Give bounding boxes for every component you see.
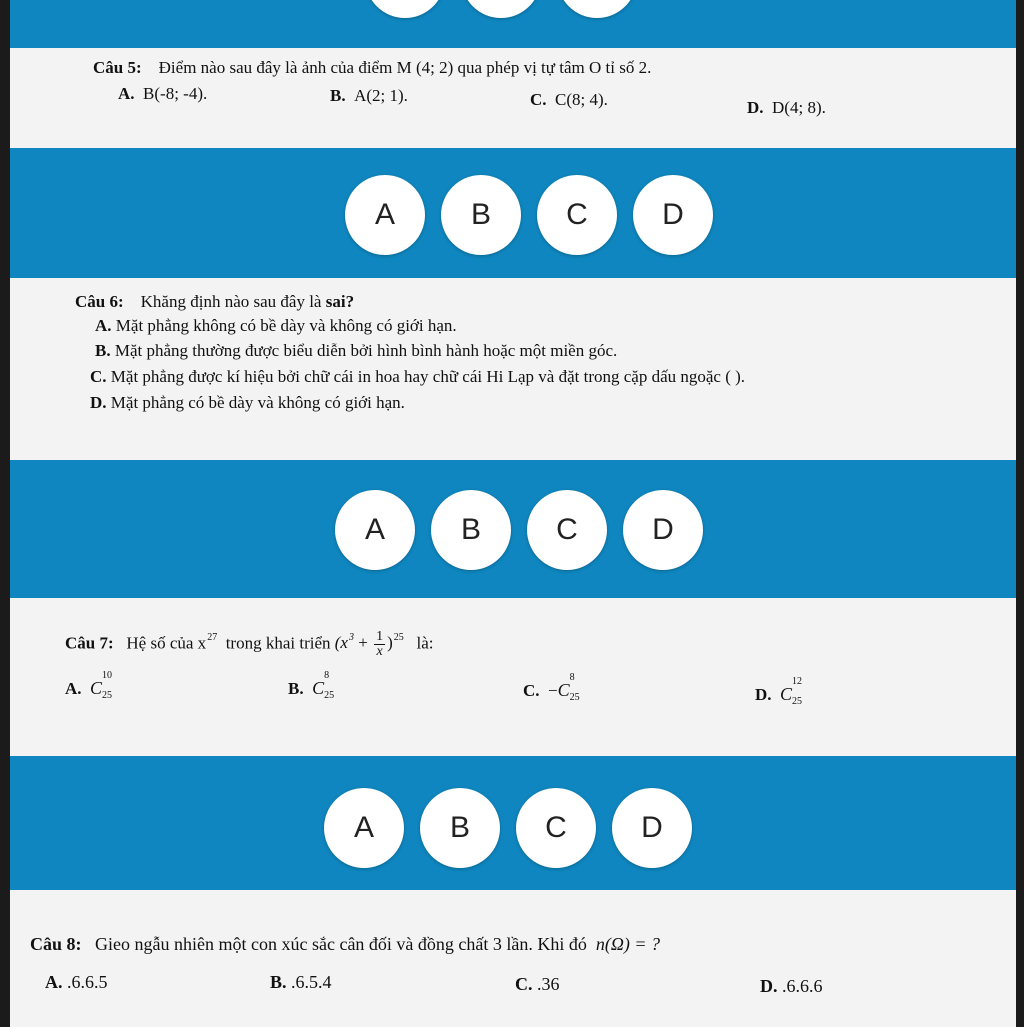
answer-band-q6 [0,460,1024,598]
option-key: D. [755,685,772,704]
comb-top: 8 [569,672,575,683]
answer-button-d[interactable]: D [623,490,703,570]
option-d: Mặt phẳng có bề dày và không có giới hạn. [110,393,405,412]
answer-button-b[interactable]: B [420,788,500,868]
answer-button-b[interactable]: B [441,175,521,255]
comb-bottom: 25 [324,690,335,701]
expr-part: (x [334,633,348,653]
option-key: C. [515,974,533,994]
answer-button-a[interactable]: A [335,490,415,570]
option-key: A. [65,679,82,698]
question-text: Khăng định nào sau đây là [140,292,322,311]
option-key: C. [90,367,107,386]
expr-part: ) [387,633,393,653]
option-key: B. [288,679,304,698]
answer-band-q7 [0,756,1024,890]
formula: n(Ω) = ? [595,934,661,954]
answer-button-d[interactable]: D [612,788,692,868]
option-b: C 8 25 [312,670,335,701]
answer-button-b[interactable]: B [431,490,511,570]
comb-bottom: 25 [569,692,580,703]
option-b: Mặt phẳng thường được biểu diễn bởi hình bình hành hoặc một miền góc. [114,341,618,360]
option-c: C 8 25 [557,672,580,703]
expr-exponent: 25 [393,632,404,644]
question-keyword: sai? [325,292,355,311]
expression [334,629,408,659]
option-a: C 10 25 [90,670,113,701]
question-7-card [0,598,1024,756]
screen-bezel-right [1016,0,1024,1027]
option-key: C. [530,90,547,109]
comb-top: 10 [102,670,113,681]
option-d: D(4; 8). [772,98,826,117]
option-a: .6.6.5 [67,972,108,992]
question-text: Hệ số của x [126,633,207,653]
expr-plus: + [358,633,368,653]
question-number: Câu 5: [93,58,142,77]
question-number: Câu 6: [75,292,124,311]
option-c: .36 [537,974,560,994]
question-text: Gieo ngẫu nhiên một con xúc sắc cân đối và đồng chất 3 lần. Khi đó [95,934,587,954]
answer-button-a[interactable] [365,0,445,18]
expr-exponent: 3 [348,632,354,644]
comb-bottom: 25 [792,696,803,707]
option-key: A. [45,972,63,992]
answer-band-q5 [0,148,1024,278]
option-d: C 12 25 [780,676,803,707]
question-5-card [0,48,1024,148]
option-key: A. [118,84,135,103]
comb-top: 8 [324,670,330,681]
answer-button-c[interactable]: C [527,490,607,570]
option-key: A. [95,316,112,335]
option-key: C. [523,681,540,700]
option-key: B. [95,341,111,360]
question-number: Câu 7: [65,633,114,653]
question-number: Câu 8: [30,934,82,954]
comb-bottom: 25 [102,690,113,701]
option-sign: − [548,681,558,700]
question-6-card [0,278,1024,460]
answer-button-c[interactable]: C [516,788,596,868]
option-key: B. [330,86,346,105]
question-8-card [0,890,1024,1027]
fraction [374,630,385,659]
answer-button-a[interactable]: A [324,788,404,868]
answer-button-d[interactable]: D [633,175,713,255]
screen-bezel-left [0,0,10,1027]
exponent: 27 [207,632,218,644]
option-c: Mặt phẳng được kí hiệu bởi chữ cái in hoa hay chữ cái Hi Lạp và đặt trong cặp dấu ngoặc ( ). [110,367,746,386]
option-a: B(-8; -4). [143,84,208,103]
question-text: Điểm nào sau đây là ảnh của điểm M (4; 2) qua phép vị tự tâm O tỉ số 2. [158,58,652,77]
answer-button-c[interactable]: C [537,175,617,255]
option-key: D. [760,976,778,996]
option-key: D. [747,98,764,117]
answer-band-top [0,0,1024,48]
option-b: .6.5.4 [291,972,332,992]
answer-button-a[interactable]: A [345,175,425,255]
comb-top: 12 [792,676,803,687]
option-c: C(8; 4). [555,90,608,109]
question-text: trong khai triển [225,633,331,653]
option-b: A(2; 1). [354,86,408,105]
option-d: .6.6.6 [782,976,823,996]
answer-button-b[interactable] [461,0,541,18]
fraction-den: x [376,644,383,659]
option-a: Mặt phẳng không có bề dày và không có giới hạn. [115,316,457,335]
option-key: D. [90,393,107,412]
answer-button-c[interactable] [557,0,637,18]
fraction-num: 1 [376,629,384,644]
question-text: là: [416,633,434,653]
option-key: B. [270,972,287,992]
